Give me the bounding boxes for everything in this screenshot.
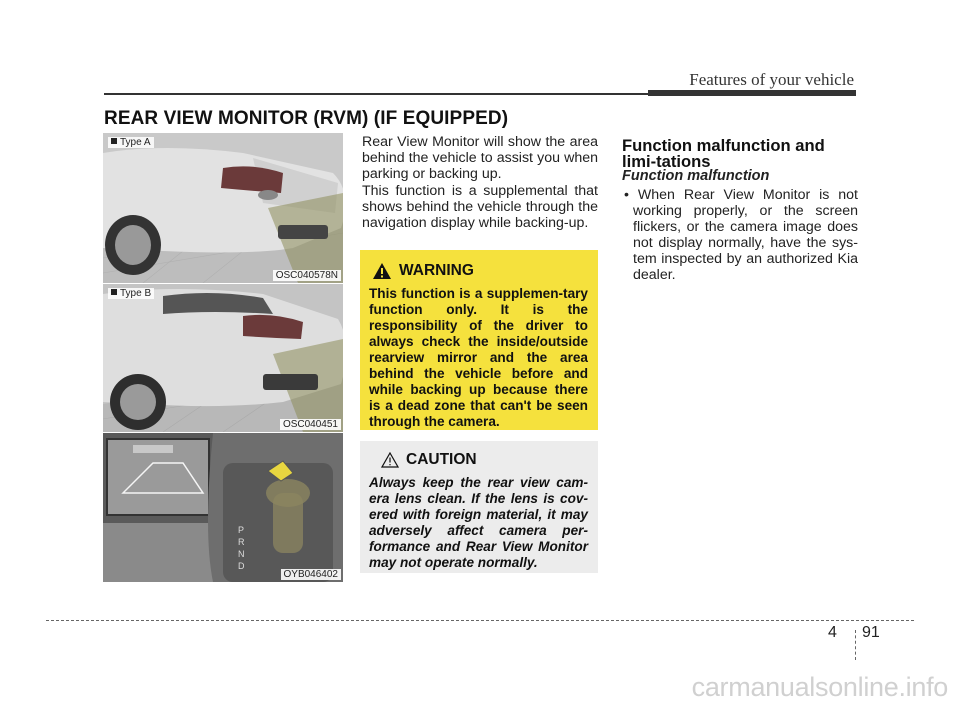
photo-type-a [103, 133, 343, 283]
rear-camera-display-illustration [103, 433, 343, 582]
malfunction-bullet: • When Rear View Monitor is not working properly, or the screen flickers, or the camera image does not display normally, have the sys-tem inspected by an authorized Kia dealer. [624, 187, 858, 283]
caution-text: Always keep the rear view cam-era lens clean. If the lens is cov-ered with foreign material, it may adversely affect camera per-formance and Rear View Monitor may not operate normally. [369, 475, 588, 570]
caution-triangle-icon [381, 452, 399, 468]
intro-paragraph: Rear View Monitor will show the area behind the vehicle to assist you when parking or backing up. [362, 134, 598, 182]
type-b-label: Type B [108, 288, 154, 299]
running-header: Features of your vehicle [689, 70, 854, 89]
warning-box [360, 250, 598, 430]
caution-title: CAUTION [406, 451, 477, 468]
image-code: OSC040451 [280, 419, 341, 430]
chapter-number: 4 [828, 624, 837, 641]
header-tab-bar [648, 90, 856, 96]
malfunction-subheading: Function malfunction [622, 168, 770, 184]
supplemental-paragraph: This function is a supplemental that shows behind the vehicle through the navigation display while backing-up. [362, 183, 598, 231]
type-a-sedan-illustration [103, 133, 343, 283]
type-b-hatchback-illustration [103, 284, 343, 432]
caution-box [360, 441, 598, 573]
image-code: OSC040578N [273, 270, 341, 281]
warning-title: WARNING [399, 262, 474, 279]
warning-triangle-icon [372, 262, 392, 280]
section-title: REAR VIEW MONITOR (RVM) (IF EQUIPPED) [104, 108, 509, 129]
warning-header [372, 262, 588, 280]
svg-text:D: D [238, 561, 245, 571]
caution-header [381, 451, 588, 469]
page-number: 91 [862, 624, 880, 641]
watermark: carmanualsonline.info [691, 672, 948, 702]
footer-rule [46, 620, 914, 621]
type-a-label: Type A [108, 137, 154, 148]
svg-text:N: N [238, 549, 245, 559]
svg-text:P: P [238, 525, 245, 535]
svg-text:R: R [238, 537, 245, 547]
photo-gear-shifter [103, 433, 343, 582]
image-code: OYB046402 [281, 569, 342, 580]
malfunction-heading: Function malfunction and limi-tations [622, 136, 825, 171]
bullet-square-icon [111, 289, 117, 295]
photo-type-b [103, 284, 343, 432]
bullet-square-icon [111, 138, 117, 144]
warning-text: This function is a supplemen-tary function only. It is the responsibility of the driver to always check the inside/outside rearview mirror and the area behind the vehicle before and while backing up because there is a dead zone that can't be seen through the camera. [369, 286, 588, 429]
page-divider [855, 630, 856, 660]
